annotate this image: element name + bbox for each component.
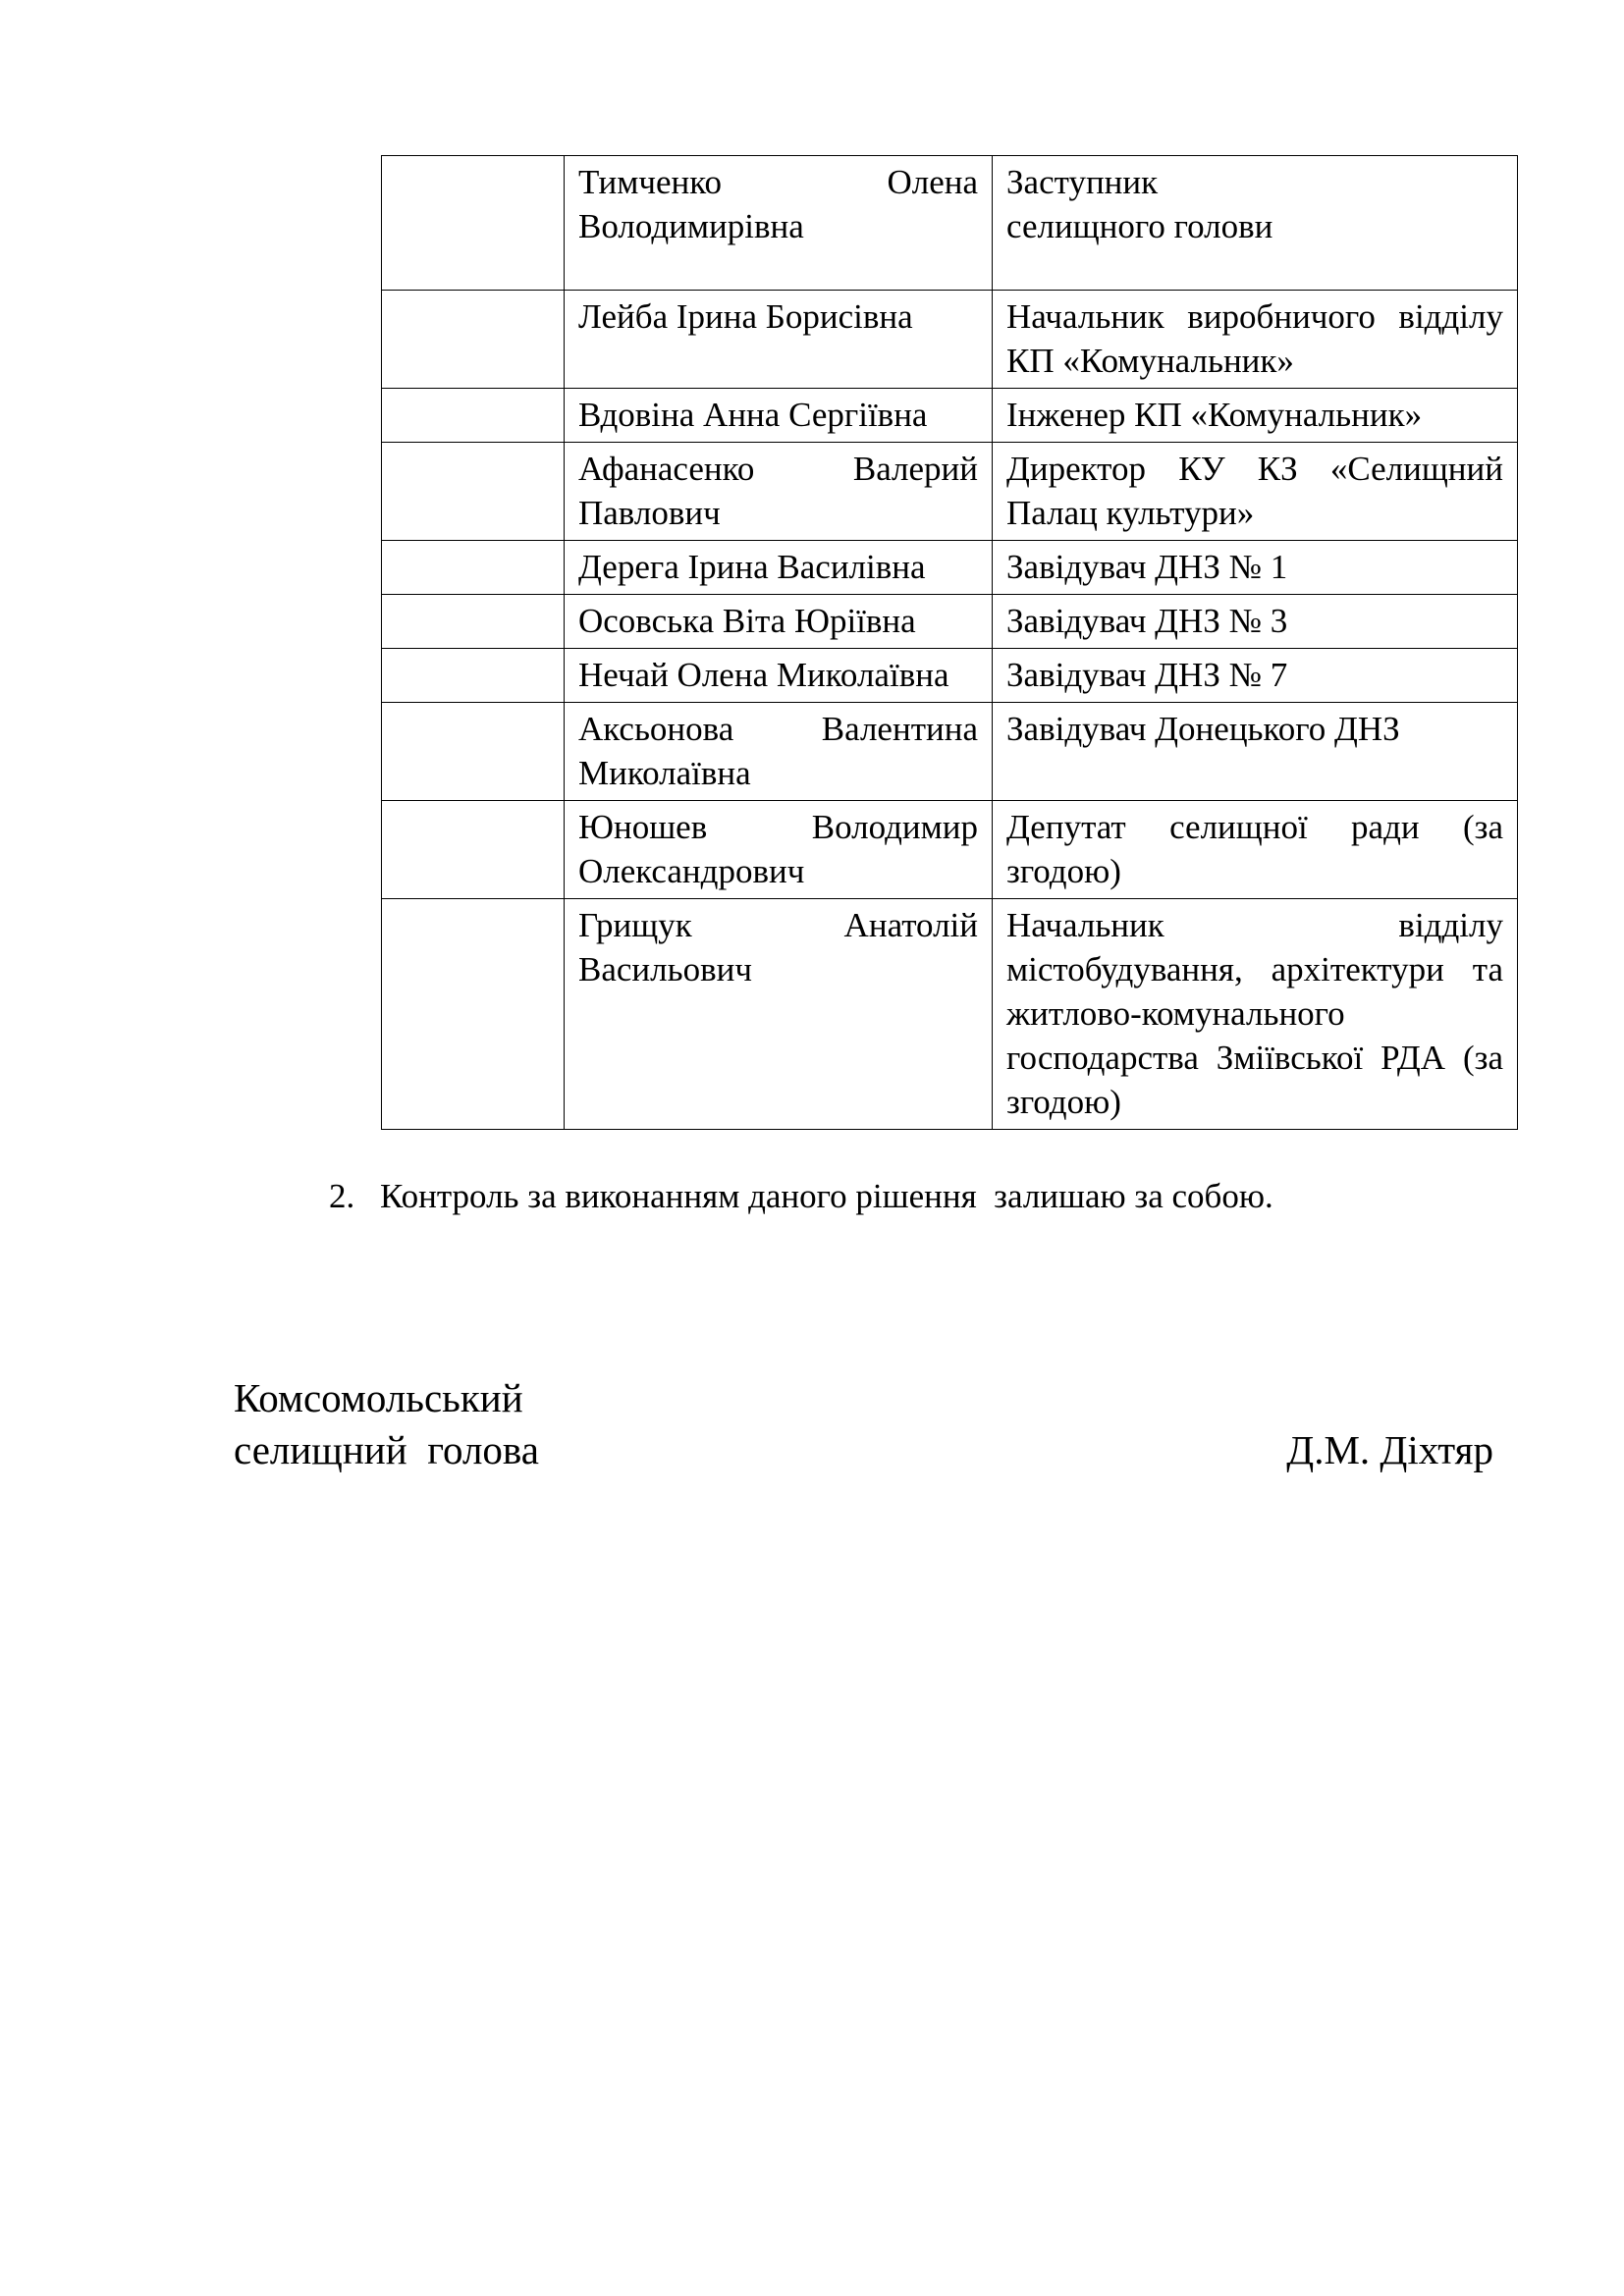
member-position-cell: Начальник відділу містобудування, архітектури та житлово-комунального господарства Зміївської РДА (за згодою) (993, 899, 1518, 1130)
table-row (382, 541, 1518, 595)
row-number-cell (382, 291, 565, 389)
table-row (382, 649, 1518, 703)
commission-members-table (381, 155, 1518, 1130)
table-row (382, 899, 1518, 1130)
table-row (382, 595, 1518, 649)
member-position-cell: Завідувач ДНЗ № 3 (993, 595, 1518, 649)
table-row (382, 443, 1518, 541)
member-name-cell: Грищук Анатолій Васильович (565, 899, 993, 1130)
row-number-cell (382, 801, 565, 899)
member-position-cell: Начальник виробничого відділу КП «Комунальник» (993, 291, 1518, 389)
member-name-cell: Тимченко Олена Володимирівна (565, 156, 993, 291)
member-position-cell: Завідувач Донецького ДНЗ (993, 703, 1518, 801)
clause-2 (329, 1174, 1273, 1218)
member-position-cell: Директор КУ КЗ «Селищний Палац культури» (993, 443, 1518, 541)
signature-title-line1: Комсомольський (234, 1375, 523, 1420)
member-name-cell: Осовська Віта Юріївна (565, 595, 993, 649)
member-name-cell: Дерега Ірина Василівна (565, 541, 993, 595)
member-name-cell: Афанасенко Валерий Павлович (565, 443, 993, 541)
signatory-name: Д.М. Діхтяр (1286, 1427, 1493, 1472)
clause-number: 2. (329, 1177, 355, 1215)
row-number-cell (382, 156, 565, 291)
member-position-cell: Завідувач ДНЗ № 7 (993, 649, 1518, 703)
member-name-cell: Лейба Ірина Борисівна (565, 291, 993, 389)
member-position-cell: Інженер КП «Комунальник» (993, 389, 1518, 443)
signature-title (234, 1372, 539, 1476)
row-number-cell (382, 541, 565, 595)
row-number-cell (382, 649, 565, 703)
row-number-cell (382, 389, 565, 443)
row-number-cell (382, 899, 565, 1130)
member-name-cell: Аксьонова Валентина Миколаївна (565, 703, 993, 801)
member-name-cell: Юношев Володимир Олександрович (565, 801, 993, 899)
clause-text: Контроль за виконанням даного рішення залишаю за собою. (380, 1177, 1273, 1215)
member-position-cell: Заступник селищного голови (993, 156, 1518, 291)
row-number-cell (382, 703, 565, 801)
table-row (382, 389, 1518, 443)
table-row (382, 291, 1518, 389)
member-position-cell: Завідувач ДНЗ № 1 (993, 541, 1518, 595)
signature-title-line2: селищний голова (234, 1427, 539, 1472)
row-number-cell (382, 595, 565, 649)
table-row (382, 703, 1518, 801)
table-row (382, 801, 1518, 899)
member-name-cell: Вдовіна Анна Сергіївна (565, 389, 993, 443)
row-number-cell (382, 443, 565, 541)
member-name-cell: Нечай Олена Миколаївна (565, 649, 993, 703)
member-position-cell: Депутат селищної ради (за згодою) (993, 801, 1518, 899)
table-row (382, 156, 1518, 291)
